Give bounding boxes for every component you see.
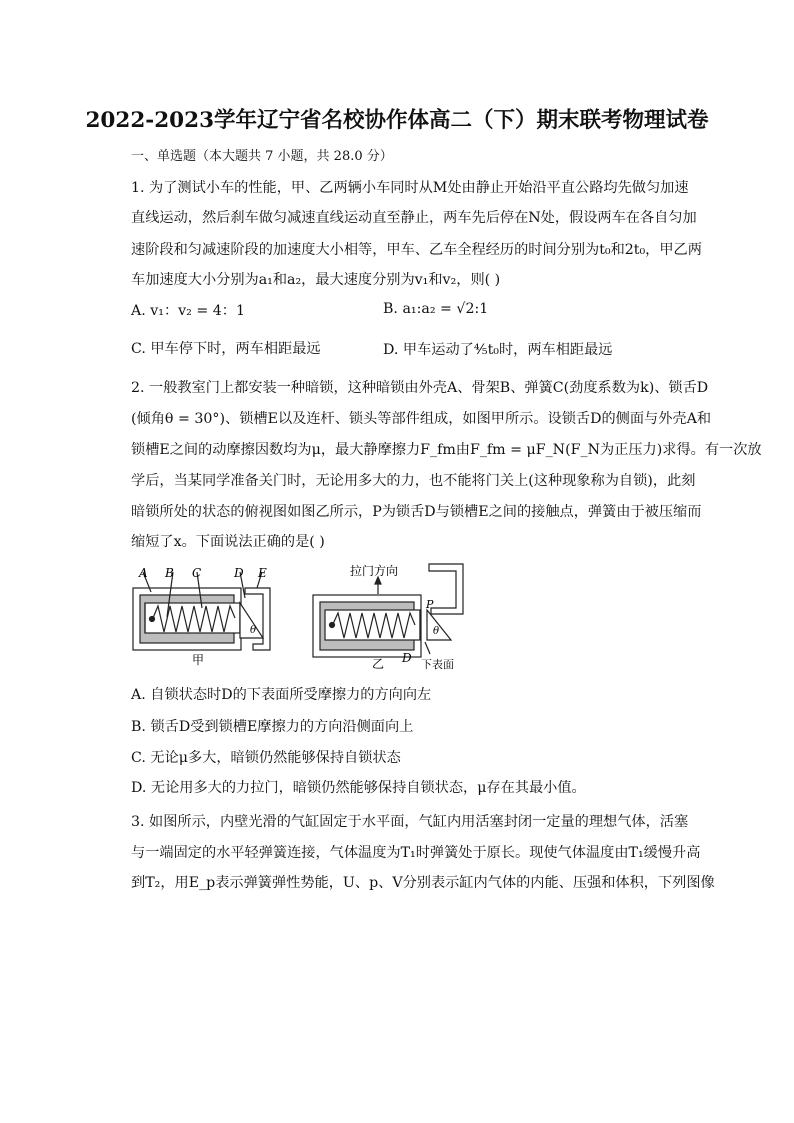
q1-option-d: D. 甲车运动了⁴⁄₅t₀时，两车相距最远 bbox=[383, 342, 613, 358]
q2-option-b: B. 锁舌D受到锁槽E摩擦力的方向沿侧面向上 bbox=[131, 719, 414, 735]
q2-line-1: 2. 一般教室门上都安装一种暗锁，这种暗锁由外壳A、骨架B、弹簧C(劲度系数为k)、锁舌D bbox=[131, 380, 709, 396]
q2-option-a: A. 自锁状态时D的下表面所受摩擦力的方向向左 bbox=[131, 687, 432, 703]
label-d: D bbox=[234, 566, 244, 580]
q2-line-3: 锁槽E之间的动摩擦因数均为μ，最大静摩擦力F_fm由F_fm = μF_N(F_N为正压力)求得。有一次放 bbox=[131, 442, 762, 458]
q2-line-2: (倾角θ = 30°)、锁槽E以及连杆、锁头等部件组成，如图甲所示。设锁舌D的侧面与外壳A和 bbox=[131, 411, 712, 427]
label-b: B bbox=[165, 566, 174, 580]
latch-slot-yi bbox=[429, 564, 463, 614]
q1-option-a: A. v₁：v₂ = 4：1 bbox=[131, 303, 246, 319]
q1-option-c: C. 甲车停下时，两车相距最远 bbox=[131, 341, 321, 357]
q1-line-2: 直线运动，然后刹车做匀减速直线运动直至静止，两车先后停在N处，假设两车在各自匀加 bbox=[131, 210, 697, 226]
q2-line-4: 学后，当某同学准备关门时，无论用多大的力，也不能将门关上(这种现象称为自锁)，此刻 bbox=[131, 473, 696, 489]
caption-yi: 乙 bbox=[372, 657, 385, 671]
label-a: A bbox=[139, 566, 148, 580]
label-e: E bbox=[258, 566, 267, 580]
q2-option-d: D. 无论用多大的力拉门，暗锁仍然能够保持自锁状态，μ存在其最小值。 bbox=[131, 780, 586, 796]
theta-jia: θ bbox=[250, 625, 257, 636]
label-d-yi: D bbox=[402, 651, 412, 665]
label-p: P bbox=[426, 598, 434, 611]
caption-jia: 甲 bbox=[192, 653, 205, 667]
q1-line-4: 车加速度大小分别为a₁和a₂，最大速度分别为v₁和v₂，则( ) bbox=[131, 272, 501, 288]
figure-jia bbox=[133, 572, 270, 650]
q2-option-c: C. 无论μ多大，暗锁仍然能够保持自锁状态 bbox=[131, 750, 401, 766]
section-heading: 一、单选题（本大题共 7 小题，共 28.0 分） bbox=[131, 149, 393, 164]
q1-line-3: 速阶段和匀减速阶段的加速度大小相等，甲车、乙车全程经历的时间分别为t₀和2t₀，甲乙两 bbox=[131, 242, 702, 258]
page-title: 2022-2023学年辽宁省名校协作体高二（下）期末联考物理试卷 bbox=[85, 108, 709, 133]
q2-line-6: 缩短了x。下面说法正确的是( ) bbox=[131, 534, 325, 550]
q3-line-3: 到T₂，用E_p表示弹簧弹性势能，U、p、V分别表示缸内气体的内能、压强和体积，下列图像 bbox=[131, 875, 715, 891]
q2-line-5: 暗锁所处的状态的俯视图如图乙所示，P为锁舌D与锁槽E之间的接触点，弹簧由于被压缩而 bbox=[131, 504, 702, 520]
q3-line-2: 与一端固定的水平轻弹簧连接，气体温度为T₁时弹簧处于原长。现使气体温度由T₁缓慢升高 bbox=[131, 845, 701, 861]
label-c: C bbox=[192, 566, 202, 580]
theta-yi: θ bbox=[433, 626, 440, 637]
lower-surface-label: 下表面 bbox=[421, 658, 454, 671]
q3-line-1: 3. 如图所示，内壁光滑的气缸固定于水平面，气缸内用活塞封闭一定量的理想气体，活塞 bbox=[131, 814, 689, 830]
lock-figure bbox=[125, 558, 475, 673]
pull-direction-label: 拉门方向 bbox=[350, 564, 399, 578]
q1-option-b: B. a₁:a₂ = √2:1 bbox=[383, 301, 489, 317]
q1-line-1: 1. 为了测试小车的性能，甲、乙两辆小车同时从M处由静止开始沿平直公路均先做匀加速 bbox=[131, 180, 689, 196]
